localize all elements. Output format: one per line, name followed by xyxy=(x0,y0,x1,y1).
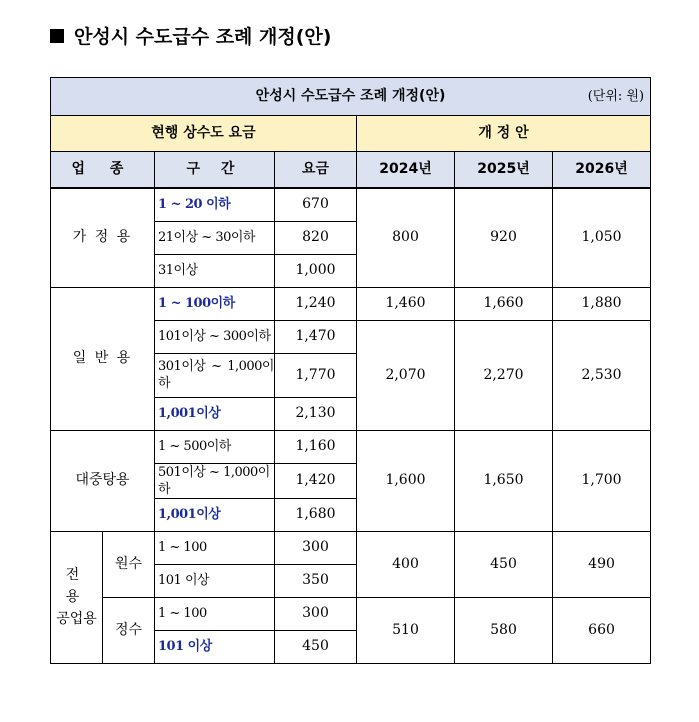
fee-cell: 450 xyxy=(275,630,357,663)
header-fee: 요금 xyxy=(275,152,357,189)
water-fee-table xyxy=(50,77,651,664)
range-cell: 31이상 xyxy=(155,254,275,287)
page-heading-text: 안성시 수도급수 조례 개정(안) xyxy=(74,26,332,48)
fee-cell: 1,770 xyxy=(275,353,357,397)
value-2025: 920 xyxy=(455,188,553,287)
range-cell: 1 ~ 500이하 xyxy=(155,430,275,463)
header-2024: 2024년 xyxy=(357,152,455,189)
fee-cell: 1,470 xyxy=(275,320,357,353)
category-industrial-line2: 공업용 xyxy=(56,611,97,627)
column-header-row xyxy=(51,152,651,189)
value-2024: 400 xyxy=(357,531,455,597)
range-cell: 21이상 ~ 30이하 xyxy=(155,221,275,254)
range-cell: 101이상 ~ 300이하 xyxy=(155,320,275,353)
range-cell: 1 ~ 100이하 xyxy=(155,287,275,320)
fee-cell: 2,130 xyxy=(275,397,357,430)
value-2025: 450 xyxy=(455,531,553,597)
value-2026: 490 xyxy=(553,531,651,597)
category-bath: 대중탕용 xyxy=(51,430,155,531)
table-row xyxy=(51,597,651,630)
header-2025: 2025년 xyxy=(455,152,553,189)
category-industrial xyxy=(51,531,103,663)
value-2024: 1,460 xyxy=(357,287,455,320)
page-heading xyxy=(50,22,331,49)
subcategory-purified: 정수 xyxy=(103,597,155,663)
fee-cell: 300 xyxy=(275,531,357,564)
header-range: 구 간 xyxy=(155,152,275,189)
group-revision: 개 정 안 xyxy=(357,116,651,152)
range-cell: 501이상 ~ 1,000이하 xyxy=(155,463,275,498)
value-2025: 1,650 xyxy=(455,430,553,531)
fee-cell: 1,160 xyxy=(275,430,357,463)
unit-label: (단위: 원) xyxy=(587,89,645,104)
fee-cell: 820 xyxy=(275,221,357,254)
table-row xyxy=(51,531,651,564)
header-2026: 2026년 xyxy=(553,152,651,189)
table-row xyxy=(51,188,651,221)
category-industrial-line1: 전 용 xyxy=(65,567,88,605)
range-cell: 101 이상 xyxy=(155,564,275,597)
range-cell: 1,001이상 xyxy=(155,397,275,430)
range-cell: 1 ~ 20 이하 xyxy=(155,188,275,221)
fee-cell: 300 xyxy=(275,597,357,630)
value-2026: 2,530 xyxy=(553,320,651,430)
value-2026: 1,050 xyxy=(553,188,651,287)
value-2026: 660 xyxy=(553,597,651,663)
table-title-cell xyxy=(51,78,651,116)
fee-cell: 1,000 xyxy=(275,254,357,287)
table-row xyxy=(51,430,651,463)
range-cell: 1 ~ 100 xyxy=(155,597,275,630)
value-2026: 1,880 xyxy=(553,287,651,320)
fee-cell: 1,420 xyxy=(275,463,357,498)
fee-cell: 1,680 xyxy=(275,498,357,531)
category-household: 가 정 용 xyxy=(51,188,155,287)
table-title: 안성시 수도급수 조례 개정(안) xyxy=(255,88,446,104)
value-2025: 2,270 xyxy=(455,320,553,430)
group-current: 현행 상수도 요금 xyxy=(51,116,357,152)
value-2024: 1,600 xyxy=(357,430,455,531)
fee-cell: 350 xyxy=(275,564,357,597)
table-row xyxy=(51,287,651,320)
fee-cell: 670 xyxy=(275,188,357,221)
fee-cell: 1,240 xyxy=(275,287,357,320)
range-cell: 301이상 ~ 1,000이하 xyxy=(155,353,275,397)
range-cell: 101 이상 xyxy=(155,630,275,663)
range-cell: 1,001이상 xyxy=(155,498,275,531)
range-cell: 1 ~ 100 xyxy=(155,531,275,564)
subcategory-raw: 원수 xyxy=(103,531,155,597)
header-category: 업 종 xyxy=(51,152,155,189)
category-general: 일 반 용 xyxy=(51,287,155,430)
value-2024: 800 xyxy=(357,188,455,287)
value-2025: 1,660 xyxy=(455,287,553,320)
value-2024: 2,070 xyxy=(357,320,455,430)
value-2026: 1,700 xyxy=(553,430,651,531)
value-2024: 510 xyxy=(357,597,455,663)
group-header-row xyxy=(51,116,651,152)
table-title-row xyxy=(51,78,651,116)
value-2025: 580 xyxy=(455,597,553,663)
black-square-bullet-icon xyxy=(50,29,64,43)
